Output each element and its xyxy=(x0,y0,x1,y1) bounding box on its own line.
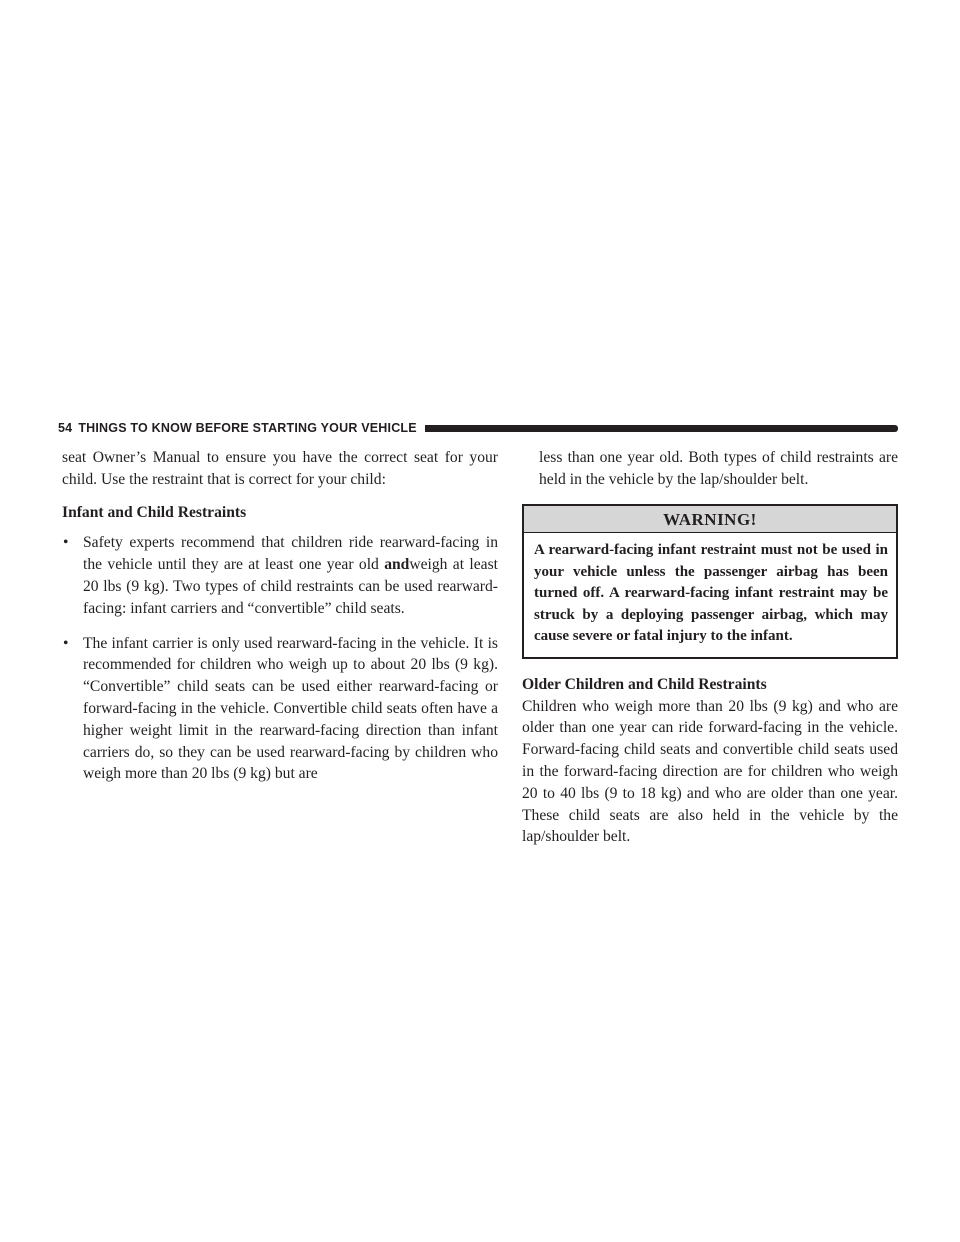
bullet-text-emphasis: and xyxy=(384,556,410,574)
left-column xyxy=(62,447,498,798)
page-number: 54 xyxy=(58,421,73,435)
header-rule xyxy=(425,425,898,432)
bullet-icon: • xyxy=(63,534,69,552)
bullet-item-infant-carrier xyxy=(62,633,498,786)
subheading-infant-child-restraints: Infant and Child Restraints xyxy=(62,503,247,521)
right-column xyxy=(522,447,898,848)
warning-text: A rearward-facing infant restraint must not be used in your vehicle unless the passenger airbag has been turned off. A rearward-facing infant restraint may be struck by a deploying passenger airbag, which may cause severe or fatal injury to the infant. xyxy=(534,542,888,645)
bullet-icon: • xyxy=(63,634,69,652)
section-title: THINGS TO KNOW BEFORE STARTING YOUR VEHICLE xyxy=(78,421,417,435)
page-header xyxy=(58,418,898,438)
intro-paragraph: seat Owner’s Manual to ensure you have the correct seat for your child. Use the restraint that is correct for your child: xyxy=(62,449,498,488)
bullet-item-safety-experts xyxy=(62,532,498,619)
bullet-text-part: Safety experts recommend that children ride rearward-facing in the vehicle until they are at least one year old xyxy=(83,534,498,574)
older-children-paragraph: Children who weigh more than 20 lbs (9 kg) and who are older than one year can ride forward-facing in the vehicle. Forward-facing child seats and convertible child seats used in the forward-facing direction are for children who weigh 20 to 40 lbs (9 to 18 kg) and who are older than one year. These child seats are also held in the vehicle by the lap/shoulder belt. xyxy=(522,697,898,846)
bullet-text: The infant carrier is only used rearward-facing in the vehicle. It is recommended for children who weigh up to about 20 lbs (9 kg). “Convertible” child seats can be used either rearward-facing or forward-facing in the vehicle. Convertible child seats often have a higher weight limit in the rearward-facing direction than infant carriers do, so they can be used rearward-facing by children who weigh more than 20 lbs (9 kg) but are xyxy=(83,634,498,783)
bullet-text-part: weigh at least 20 lbs (9 kg). Two types of child restraints can be used rearward-facing: infant carriers and “convertible” child seats. xyxy=(83,556,498,617)
subheading-older-children: Older Children and Child Restraints xyxy=(522,675,767,693)
warning-box xyxy=(522,504,898,659)
continuation-paragraph: less than one year old. Both types of child restraints are held in the vehicle by the lap/shoulder belt. xyxy=(539,449,898,488)
warning-title: WARNING! xyxy=(524,506,896,534)
